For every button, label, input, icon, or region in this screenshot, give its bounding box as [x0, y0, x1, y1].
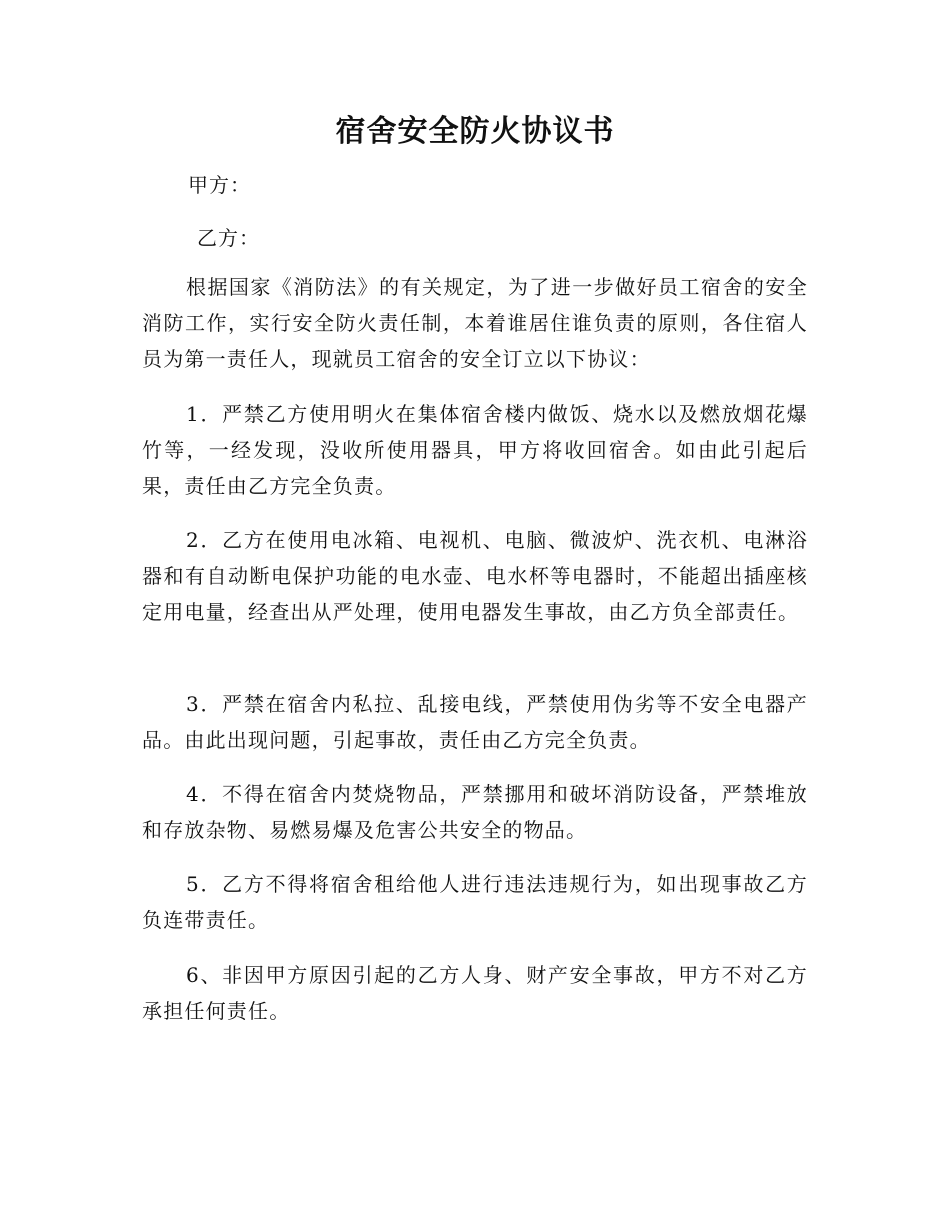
clause-2: 2．乙方在使用电冰箱、电视机、电脑、微波炉、洗衣机、电淋浴器和有自动断电保护功能的电水壶、电水杯等电器时，不能超出插座核定用电量，经查出从严处理，使用电器发生事故，由乙方负全部责任。 [142, 528, 808, 624]
clause-6: 6、非因甲方原因引起的乙方人身、财产安全事故，甲方不对乙方承担任何责任。 [142, 963, 808, 1023]
party-b-label: 乙方： [197, 226, 260, 250]
clause-3: 3．严禁在宿舍内私拉、乱接电线，严禁使用伪劣等不安全电器产品。由此出现问题，引起事故，责任由乙方完全负责。 [142, 692, 808, 752]
intro-paragraph: 根据国家《消防法》的有关规定，为了进一步做好员工宿舍的安全消防工作，实行安全防火责任制，本着谁居住谁负责的原则，各住宿人员为第一责任人，现就员工宿舍的安全订立以下协议： [142, 275, 808, 371]
clause-5: 5．乙方不得将宿舍租给他人进行违法违规行为，如出现事故乙方负连带责任。 [142, 872, 808, 932]
clause-4: 4．不得在宿舍内焚烧物品，严禁挪用和破坏消防设备，严禁堆放和存放杂物、易燃易爆及危害公共安全的物品。 [142, 782, 808, 842]
clause-1: 1．严禁乙方使用明火在集体宿舍楼内做饭、烧水以及燃放烟花爆竹等，一经发现，没收所使用器具，甲方将收回宿舍。如由此引起后果，责任由乙方完全负责。 [142, 402, 808, 498]
document-title: 宿舍安全防火协议书 [335, 114, 615, 149]
party-a-label: 甲方： [188, 173, 251, 197]
